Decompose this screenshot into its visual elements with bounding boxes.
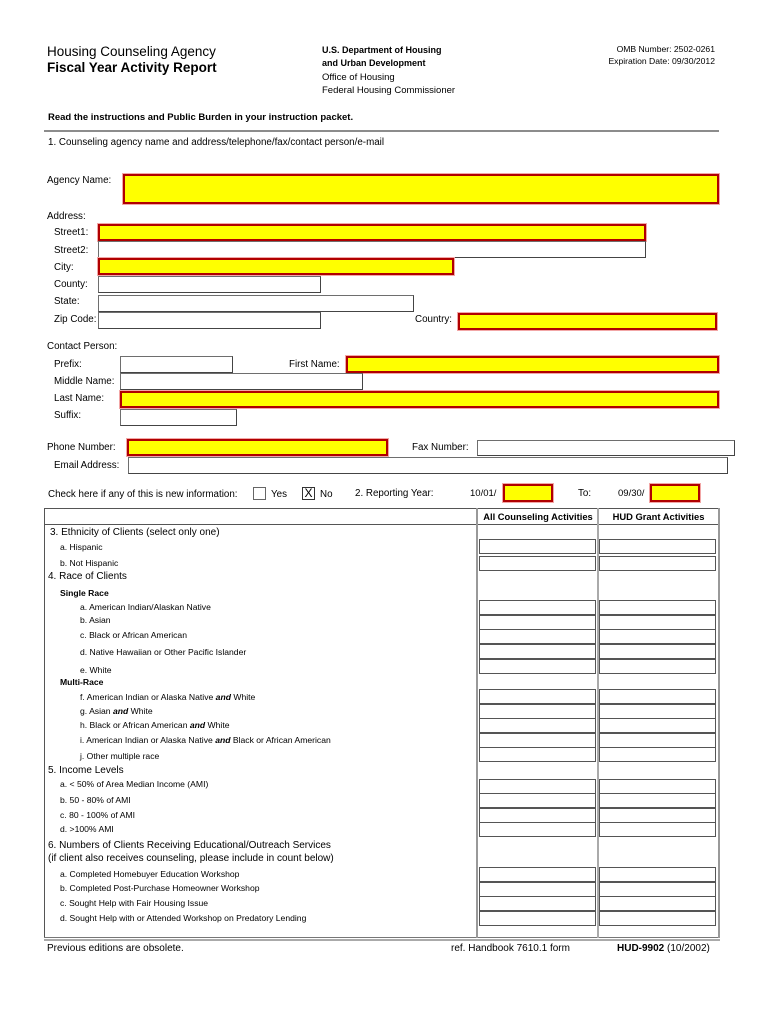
- country-label: Country:: [415, 314, 453, 325]
- agency-name-label: Agency Name:: [47, 175, 112, 186]
- expiration-date: Expiration Date: 09/30/2012: [608, 56, 715, 66]
- race-b-all-counseling-field[interactable]: [479, 615, 596, 630]
- yes-checkbox[interactable]: [253, 487, 266, 500]
- agency-name-field[interactable]: [123, 174, 719, 204]
- race-h-hud-grant-field[interactable]: [599, 718, 716, 733]
- income-d-all-counseling-field[interactable]: [479, 822, 596, 837]
- race-a-all-counseling-field[interactable]: [479, 600, 596, 615]
- section5-title: 5. Income Levels: [48, 765, 124, 776]
- report-title: Fiscal Year Activity Report: [47, 60, 217, 75]
- income-b-all-counseling-field[interactable]: [479, 793, 596, 808]
- outreach-c-hud-grant-field[interactable]: [599, 896, 716, 911]
- section4-title: 4. Race of Clients: [48, 571, 127, 582]
- suffix-field[interactable]: [120, 409, 237, 426]
- street2-field[interactable]: [98, 241, 646, 258]
- outreach-row-label: b. Completed Post-Purchase Homeowner Workshop: [60, 883, 260, 893]
- zip-code-field[interactable]: [98, 312, 321, 329]
- column-header-all-counseling: All Counseling Activities: [483, 511, 593, 522]
- office-name-2: Federal Housing Commissioner: [322, 85, 456, 96]
- race-row-label: b. Asian: [80, 615, 111, 625]
- contact-person-label: Contact Person:: [47, 341, 118, 352]
- state-label: State:: [54, 296, 80, 307]
- race-row-label: c. Black or African American: [80, 630, 187, 640]
- race-c-all-counseling-field[interactable]: [479, 629, 596, 644]
- ethnicity-row-label: b. Not Hispanic: [60, 558, 119, 568]
- section6-title: 6. Numbers of Clients Receiving Educational/Outreach Services: [48, 840, 331, 851]
- section3-title: 3. Ethnicity of Clients (select only one): [50, 527, 220, 538]
- income-row-label: a. < 50% of Area Median Income (AMI): [60, 779, 209, 789]
- race-d-all-counseling-field[interactable]: [479, 644, 596, 659]
- race-row-label: d. Native Hawaiian or Other Pacific Islander: [80, 647, 247, 657]
- prefix-field[interactable]: [120, 356, 233, 373]
- last-name-label: Last Name:: [54, 393, 105, 404]
- income-row-label: d. >100% AMI: [60, 824, 114, 834]
- phone-number-field[interactable]: [127, 439, 388, 456]
- office-name-1: Office of Housing: [322, 72, 395, 83]
- race-a-hud-grant-field[interactable]: [599, 600, 716, 615]
- outreach-row-label: a. Completed Homebuyer Education Workshop: [60, 869, 240, 879]
- outreach-b-all-counseling-field[interactable]: [479, 882, 596, 897]
- last-name-field[interactable]: [120, 391, 719, 408]
- street1-label: Street1:: [54, 227, 89, 238]
- fax-number-label: Fax Number:: [412, 442, 469, 453]
- reporting-to-prefix: 09/30/: [618, 488, 645, 499]
- income-c-hud-grant-field[interactable]: [599, 808, 716, 823]
- section6-subtitle: (if client also receives counseling, please include in count below): [48, 853, 334, 864]
- reporting-year-label: 2. Reporting Year:: [355, 488, 434, 499]
- county-label: County:: [54, 279, 88, 290]
- street1-field[interactable]: [98, 224, 646, 241]
- zip-code-label: Zip Code:: [54, 314, 97, 325]
- race-row-label: i. American Indian or Alaska Native and Black or African American: [80, 735, 331, 745]
- footer-divider: [44, 939, 720, 941]
- state-field[interactable]: [98, 295, 414, 312]
- race-d-hud-grant-field[interactable]: [599, 644, 716, 659]
- hispanic-hud-grant-field[interactable]: [599, 539, 716, 554]
- race-e-all-counseling-field[interactable]: [479, 659, 596, 674]
- omb-number: OMB Number: 2502-0261: [616, 44, 715, 54]
- obsolete-note: Previous editions are obsolete.: [47, 943, 184, 954]
- race-row-label: e. White: [80, 665, 112, 675]
- report-agency-title: Housing Counseling Agency: [47, 44, 216, 59]
- outreach-row-label: d. Sought Help with or Attended Workshop on Predatory Lending: [60, 913, 307, 923]
- middle-name-field[interactable]: [120, 373, 363, 390]
- race-row-label: a. American Indian/Alaskan Native: [80, 602, 211, 612]
- income-a-hud-grant-field[interactable]: [599, 779, 716, 794]
- section1-title: 1. Counseling agency name and address/telephone/fax/contact person/e-mail: [48, 137, 385, 148]
- race-j-all-counseling-field[interactable]: [479, 747, 596, 762]
- reporting-to-year-field[interactable]: [650, 484, 700, 502]
- income-row-label: c. 80 - 100% of AMI: [60, 810, 135, 820]
- outreach-d-hud-grant-field[interactable]: [599, 911, 716, 926]
- reporting-from-prefix: 10/01/: [470, 488, 497, 499]
- reporting-to-label: To:: [578, 488, 592, 499]
- race-f-hud-grant-field[interactable]: [599, 689, 716, 704]
- fax-number-field[interactable]: [477, 440, 735, 456]
- suffix-label: Suffix:: [54, 410, 82, 421]
- outreach-c-all-counseling-field[interactable]: [479, 896, 596, 911]
- instructions-note: Read the instructions and Public Burden in your instruction packet.: [48, 112, 354, 123]
- outreach-a-all-counseling-field[interactable]: [479, 867, 596, 882]
- race-g-all-counseling-field[interactable]: [479, 704, 596, 719]
- race-row-label: j. Other multiple race: [80, 751, 160, 761]
- race-row-label: f. American Indian or Alaska Native and White: [80, 692, 256, 702]
- department-name-1: U.S. Department of Housing: [322, 45, 442, 55]
- race-b-hud-grant-field[interactable]: [599, 615, 716, 630]
- outreach-row-label: c. Sought Help with Fair Housing Issue: [60, 898, 209, 908]
- email-address-label: Email Address:: [54, 460, 120, 471]
- no-label: No: [320, 489, 333, 500]
- city-field[interactable]: [98, 258, 454, 275]
- first-name-label: First Name:: [289, 359, 340, 370]
- race-f-all-counseling-field[interactable]: [479, 689, 596, 704]
- address-label: Address:: [47, 211, 86, 222]
- handbook-reference: ref. Handbook 7610.1 form: [451, 943, 570, 954]
- country-field[interactable]: [458, 313, 717, 330]
- multi-race-label: Multi-Race: [60, 677, 104, 687]
- street2-label: Street2:: [54, 245, 89, 256]
- phone-number-label: Phone Number:: [47, 442, 116, 453]
- income-c-all-counseling-field[interactable]: [479, 808, 596, 823]
- race-j-hud-grant-field[interactable]: [599, 747, 716, 762]
- city-label: City:: [54, 262, 74, 273]
- ethnicity-row-label: a. Hispanic: [60, 542, 103, 552]
- income-row-label: b. 50 - 80% of AMI: [60, 795, 131, 805]
- outreach-a-hud-grant-field[interactable]: [599, 867, 716, 882]
- income-a-all-counseling-field[interactable]: [479, 779, 596, 794]
- column-header-hud-grant: HUD Grant Activities: [612, 511, 705, 522]
- race-e-hud-grant-field[interactable]: [599, 659, 716, 674]
- race-c-hud-grant-field[interactable]: [599, 629, 716, 644]
- single-race-label: Single Race: [60, 588, 109, 598]
- form-number: HUD-9902 (10/2002): [617, 943, 710, 954]
- race-h-all-counseling-field[interactable]: [479, 718, 596, 733]
- middle-name-label: Middle Name:: [54, 376, 115, 387]
- race-i-hud-grant-field[interactable]: [599, 733, 716, 748]
- race-row-label: g. Asian and White: [80, 706, 153, 716]
- first-name-field[interactable]: [346, 356, 719, 373]
- income-b-hud-grant-field[interactable]: [599, 793, 716, 808]
- reporting-from-year-field[interactable]: [503, 484, 553, 502]
- not-hispanic-hud-grant-field[interactable]: [599, 556, 716, 571]
- hispanic-all-counseling-field[interactable]: [479, 539, 596, 554]
- county-field[interactable]: [98, 276, 321, 293]
- yes-label: Yes: [271, 489, 287, 500]
- new-information-label: Check here if any of this is new information:: [48, 489, 238, 500]
- race-i-all-counseling-field[interactable]: [479, 733, 596, 748]
- department-name-2: and Urban Development: [322, 58, 426, 68]
- race-row-label: h. Black or African American and White: [80, 720, 230, 730]
- checkmark-x-icon: X: [304, 486, 313, 500]
- no-checkbox[interactable]: [302, 487, 315, 500]
- prefix-label: Prefix:: [54, 359, 82, 370]
- outreach-b-hud-grant-field[interactable]: [599, 882, 716, 897]
- race-g-hud-grant-field[interactable]: [599, 704, 716, 719]
- email-address-field[interactable]: [128, 457, 728, 474]
- income-d-hud-grant-field[interactable]: [599, 822, 716, 837]
- not-hispanic-all-counseling-field[interactable]: [479, 556, 596, 571]
- header-divider: [44, 130, 719, 132]
- outreach-d-all-counseling-field[interactable]: [479, 911, 596, 926]
